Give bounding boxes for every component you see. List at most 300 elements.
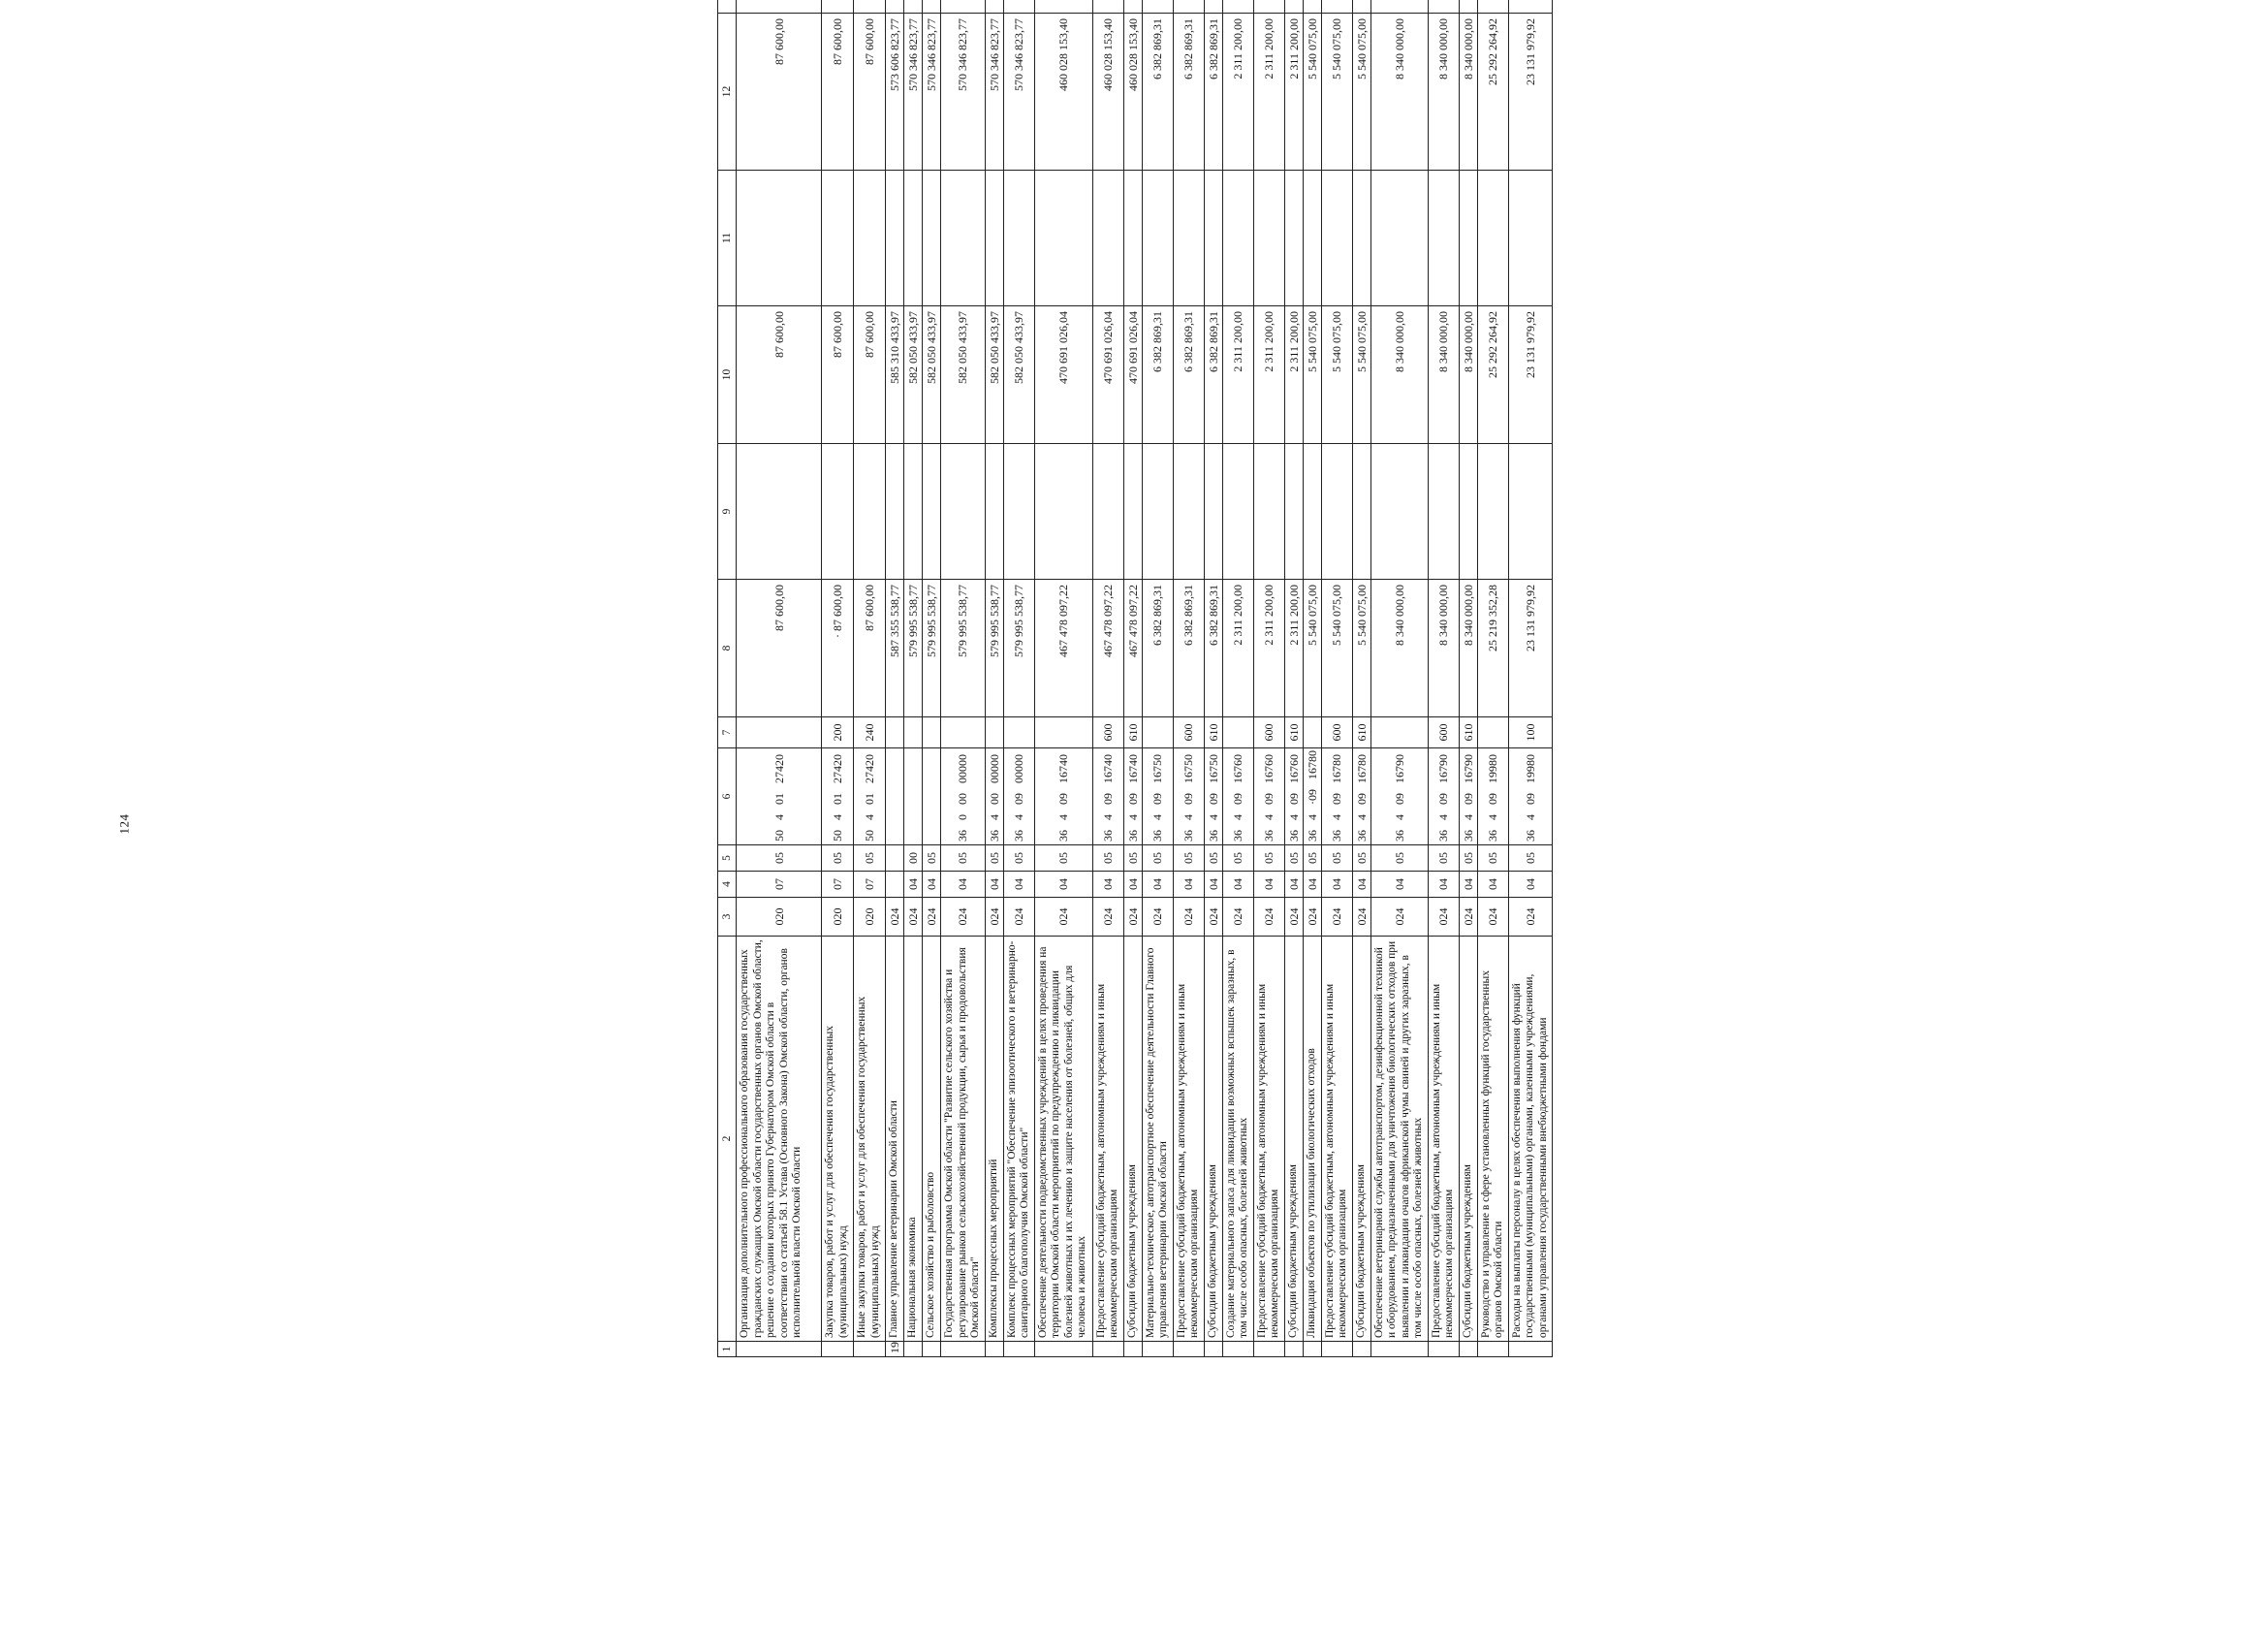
cell-col-3: 024 xyxy=(1477,898,1508,937)
column-number-13 xyxy=(718,0,737,14)
cell-col-3: 024 xyxy=(1222,898,1253,937)
cell-col-3: 024 xyxy=(1173,898,1204,937)
cell-col-8: 579 995 538,77 xyxy=(985,580,1003,717)
cell-col-10: 582 050 433,97 xyxy=(1003,306,1034,444)
cell-col-7: 600 xyxy=(1428,717,1459,748)
cell-col-13 xyxy=(854,0,886,14)
cell-col-11 xyxy=(1303,171,1321,306)
cell-col-1 xyxy=(1477,1342,1508,1357)
cell-col-12: 460 028 153,40 xyxy=(1123,14,1142,171)
cell-col-10: 5 540 075,00 xyxy=(1303,306,1321,444)
cell-col-10: 582 050 433,97 xyxy=(904,306,923,444)
cell-col-2: Субсидии бюджетным учреждениям xyxy=(1352,937,1370,1342)
cell-col-10: 5 540 075,00 xyxy=(1321,306,1352,444)
cell-col-9 xyxy=(1303,444,1321,580)
cell-col-8: 8 340 000,00 xyxy=(1428,580,1459,717)
cell-col-4: 04 xyxy=(1142,872,1173,898)
cell-col-6: 50 4 01 27420 xyxy=(822,748,854,845)
cell-col-3: 024 xyxy=(1321,898,1352,937)
cell-col-7: 610 xyxy=(1459,717,1477,748)
cell-col-8: 8 340 000,00 xyxy=(1370,580,1428,717)
budget-table xyxy=(717,0,1553,1357)
cell-col-2: Субсидии бюджетным учреждениям xyxy=(1123,937,1142,1342)
table-row xyxy=(985,0,1003,1357)
cell-col-13 xyxy=(1303,0,1321,14)
cell-col-6: 36 4 09 16780 xyxy=(1321,748,1352,845)
cell-col-12: 573 606 823,77 xyxy=(886,14,904,171)
cell-col-2: Предоставление субсидий бюджетным, автономным учреждениям и иным некоммерческим организациям xyxy=(1092,937,1123,1342)
cell-col-7 xyxy=(904,717,923,748)
cell-col-7: 610 xyxy=(1352,717,1370,748)
cell-col-4: 04 xyxy=(1459,872,1477,898)
cell-col-3: 024 xyxy=(1142,898,1173,937)
cell-col-9 xyxy=(1253,444,1284,580)
cell-col-9 xyxy=(1092,444,1123,580)
cell-col-4: 04 xyxy=(1284,872,1303,898)
cell-col-10: 87 600,00 xyxy=(737,306,822,444)
cell-col-7 xyxy=(1003,717,1034,748)
cell-col-2: Государственная программа Омской области "Развитие сельского хозяйства и регулирование рынков сельскохозяйственной продукции, сырья и продовольствия Омской области" xyxy=(941,937,986,1342)
cell-col-12: 2 311 200,00 xyxy=(1253,14,1284,171)
cell-col-4: 04 xyxy=(923,872,941,898)
cell-col-12: 8 340 000,00 xyxy=(1459,14,1477,171)
cell-col-7 xyxy=(923,717,941,748)
cell-col-9 xyxy=(822,444,854,580)
cell-col-13 xyxy=(1034,0,1092,14)
cell-col-7 xyxy=(1303,717,1321,748)
cell-col-7: 100 xyxy=(1508,717,1553,748)
cell-col-2: Руководство и управление в сфере установленных функций государственных органов Омской области xyxy=(1477,937,1508,1342)
cell-col-4: 04 xyxy=(985,872,1003,898)
cell-col-3: 024 xyxy=(1092,898,1123,937)
cell-col-12: 570 346 823,77 xyxy=(904,14,923,171)
cell-col-3: 024 xyxy=(941,898,986,937)
cell-col-1 xyxy=(822,1342,854,1357)
cell-col-1 xyxy=(1034,1342,1092,1357)
cell-col-6: 36 4 09 16790 xyxy=(1428,748,1459,845)
cell-col-4: 04 xyxy=(1428,872,1459,898)
column-number-2: 2 xyxy=(718,937,737,1342)
cell-col-9 xyxy=(1222,444,1253,580)
rotated-page xyxy=(717,0,2268,1357)
cell-col-11 xyxy=(941,171,986,306)
cell-col-12: 8 340 000,00 xyxy=(1370,14,1428,171)
cell-col-3: 024 xyxy=(1428,898,1459,937)
cell-col-2: Обеспечение ветеринарной службы автотранспортом, дезинфекционной техникой и оборудованием, предназначенными для уничтожения биологических отходов при выявлении и ликвидации очагов африканской чумы свиней и других заразных, в том числе особо опасных, болезней животных xyxy=(1370,937,1428,1342)
cell-col-2: Главное управление ветеринарии Омской области xyxy=(886,937,904,1342)
cell-col-13 xyxy=(904,0,923,14)
cell-col-11 xyxy=(1003,171,1034,306)
cell-col-12: 2 311 200,00 xyxy=(1284,14,1303,171)
cell-col-12: 5 540 075,00 xyxy=(1321,14,1352,171)
column-number-7: 7 xyxy=(718,717,737,748)
cell-col-2: Национальная экономика xyxy=(904,937,923,1342)
cell-col-7 xyxy=(737,717,822,748)
table-row xyxy=(1303,0,1321,1357)
cell-col-8: 587 355 538,77 xyxy=(886,580,904,717)
cell-col-1 xyxy=(1092,1342,1123,1357)
table-row xyxy=(1428,0,1459,1357)
table-row xyxy=(1459,0,1477,1357)
cell-col-9 xyxy=(904,444,923,580)
cell-col-7 xyxy=(886,717,904,748)
cell-col-12: 6 382 869,31 xyxy=(1142,14,1173,171)
cell-col-3: 020 xyxy=(737,898,822,937)
table-row xyxy=(1222,0,1253,1357)
cell-col-6 xyxy=(904,748,923,845)
cell-col-4: 04 xyxy=(1370,872,1428,898)
cell-col-9 xyxy=(1508,444,1553,580)
table-row xyxy=(1173,0,1204,1357)
cell-col-8: 8 340 000,00 xyxy=(1459,580,1477,717)
cell-col-10: 470 691 026,04 xyxy=(1123,306,1142,444)
cell-col-1 xyxy=(1222,1342,1253,1357)
cell-col-2: Предоставление субсидий бюджетным, автономным учреждениям и иным некоммерческим организациям xyxy=(1428,937,1459,1342)
cell-col-8: · 87 600,00 xyxy=(822,580,854,717)
cell-col-12: 23 131 979,92 xyxy=(1508,14,1553,171)
cell-col-1 xyxy=(1459,1342,1477,1357)
cell-col-9 xyxy=(886,444,904,580)
cell-col-2: Субсидии бюджетным учреждениям xyxy=(1204,937,1222,1342)
cell-col-7: 240 xyxy=(854,717,886,748)
cell-col-13 xyxy=(1092,0,1123,14)
cell-col-1 xyxy=(737,1342,822,1357)
column-number-4: 4 xyxy=(718,872,737,898)
cell-col-5: 05 xyxy=(1352,845,1370,872)
cell-col-4: 04 xyxy=(1123,872,1142,898)
cell-col-2: Закупка товаров, работ и услуг для обеспечения государственных (муниципальных) нужд xyxy=(822,937,854,1342)
cell-col-10: 87 600,00 xyxy=(822,306,854,444)
cell-col-13 xyxy=(886,0,904,14)
cell-col-7: 600 xyxy=(1253,717,1284,748)
cell-col-4: 04 xyxy=(941,872,986,898)
cell-col-13 xyxy=(1222,0,1253,14)
cell-col-9 xyxy=(1477,444,1508,580)
cell-col-10: 87 600,00 xyxy=(854,306,886,444)
column-number-8: 8 xyxy=(718,580,737,717)
cell-col-10: 2 311 200,00 xyxy=(1222,306,1253,444)
column-number-9: 9 xyxy=(718,444,737,580)
cell-col-8: 579 995 538,77 xyxy=(941,580,986,717)
cell-col-2: Предоставление субсидий бюджетным, автономным учреждениям и иным некоммерческим организациям xyxy=(1253,937,1284,1342)
cell-col-7 xyxy=(1370,717,1428,748)
cell-col-12: 8 340 000,00 xyxy=(1428,14,1459,171)
cell-col-8: 23 131 979,92 xyxy=(1508,580,1553,717)
cell-col-10: 2 311 200,00 xyxy=(1253,306,1284,444)
cell-col-5: 05 xyxy=(1222,845,1253,872)
cell-col-7: 600 xyxy=(1173,717,1204,748)
cell-col-11 xyxy=(886,171,904,306)
column-number-12: 12 xyxy=(718,14,737,171)
cell-col-6: 36 4 09 16750 xyxy=(1204,748,1222,845)
cell-col-6: 36 4 09 16780 xyxy=(1352,748,1370,845)
cell-col-1 xyxy=(854,1342,886,1357)
cell-col-12: 6 382 869,31 xyxy=(1204,14,1222,171)
cell-col-6: 36 4 09 19980 xyxy=(1508,748,1553,845)
cell-col-9 xyxy=(1034,444,1092,580)
column-number-10: 10 xyxy=(718,306,737,444)
cell-col-12: 87 600,00 xyxy=(737,14,822,171)
cell-col-11 xyxy=(822,171,854,306)
cell-col-6: 36 4 09 16740 xyxy=(1123,748,1142,845)
cell-col-11 xyxy=(1284,171,1303,306)
cell-col-2: Предоставление субсидий бюджетным, автономным учреждениям и иным некоммерческим организациям xyxy=(1321,937,1352,1342)
cell-col-3: 024 xyxy=(1253,898,1284,937)
cell-col-8: 579 995 538,77 xyxy=(1003,580,1034,717)
cell-col-11 xyxy=(1321,171,1352,306)
column-number-5: 5 xyxy=(718,845,737,872)
cell-col-11 xyxy=(904,171,923,306)
cell-col-13 xyxy=(923,0,941,14)
cell-col-5: 05 xyxy=(1370,845,1428,872)
cell-col-3: 020 xyxy=(822,898,854,937)
table-row xyxy=(737,0,822,1357)
cell-col-12: 460 028 153,40 xyxy=(1092,14,1123,171)
cell-col-9 xyxy=(985,444,1003,580)
column-number-row xyxy=(718,0,737,1357)
cell-col-9 xyxy=(1003,444,1034,580)
cell-col-10: 582 050 433,97 xyxy=(941,306,986,444)
cell-col-12: 570 346 823,77 xyxy=(941,14,986,171)
cell-col-13 xyxy=(1508,0,1553,14)
cell-col-5: 00 xyxy=(904,845,923,872)
cell-col-3: 024 xyxy=(904,898,923,937)
cell-col-10: 582 050 433,97 xyxy=(985,306,1003,444)
cell-col-10: 585 310 433,97 xyxy=(886,306,904,444)
column-number-1: 1 xyxy=(718,1342,737,1357)
cell-col-6: 50 4 01 27420 xyxy=(737,748,822,845)
table-row xyxy=(1508,0,1553,1357)
cell-col-7 xyxy=(1222,717,1253,748)
cell-col-1: 19 xyxy=(886,1342,904,1357)
cell-col-10: 470 691 026,04 xyxy=(1092,306,1123,444)
cell-col-6 xyxy=(923,748,941,845)
table-row xyxy=(1142,0,1173,1357)
cell-col-6: 36 4 09 00000 xyxy=(1003,748,1034,845)
cell-col-6: 36 4 00 00000 xyxy=(985,748,1003,845)
cell-col-2: Комплекс процессных мероприятий "Обеспечение эпизоотического и ветеринарно-санитарного благополучия Омской области" xyxy=(1003,937,1034,1342)
cell-col-10: 582 050 433,97 xyxy=(923,306,941,444)
cell-col-8: 2 311 200,00 xyxy=(1284,580,1303,717)
cell-col-8: 87 600,00 xyxy=(737,580,822,717)
cell-col-11 xyxy=(854,171,886,306)
cell-col-8: 579 995 538,77 xyxy=(923,580,941,717)
cell-col-4: 04 xyxy=(1222,872,1253,898)
cell-col-5: 05 xyxy=(1459,845,1477,872)
cell-col-12: 5 540 075,00 xyxy=(1352,14,1370,171)
cell-col-4: 07 xyxy=(854,872,886,898)
cell-col-5: 05 xyxy=(854,845,886,872)
cell-col-1 xyxy=(1428,1342,1459,1357)
cell-col-11 xyxy=(1370,171,1428,306)
cell-col-3: 024 xyxy=(923,898,941,937)
cell-col-3: 024 xyxy=(1123,898,1142,937)
cell-col-13 xyxy=(1003,0,1034,14)
cell-col-1 xyxy=(1173,1342,1204,1357)
cell-col-9 xyxy=(1428,444,1459,580)
cell-col-4: 04 xyxy=(1204,872,1222,898)
cell-col-6: 36 4 ·09 16780 xyxy=(1303,748,1321,845)
cell-col-1 xyxy=(1352,1342,1370,1357)
cell-col-1 xyxy=(1284,1342,1303,1357)
cell-col-10: 8 340 000,00 xyxy=(1428,306,1459,444)
cell-col-2: Материально-техническое, автотранспортное обеспечение деятельности Главного управления ветеринарии Омской области xyxy=(1142,937,1173,1342)
cell-col-9 xyxy=(1459,444,1477,580)
cell-col-1 xyxy=(1321,1342,1352,1357)
cell-col-5: 05 xyxy=(1204,845,1222,872)
cell-col-3: 024 xyxy=(1303,898,1321,937)
cell-col-11 xyxy=(1142,171,1173,306)
cell-col-1 xyxy=(1003,1342,1034,1357)
cell-col-2: Иные закупки товаров, работ и услуг для обеспечения государственных (муниципальных) нужд xyxy=(854,937,886,1342)
cell-col-5: 05 xyxy=(1034,845,1092,872)
cell-col-2: Субсидии бюджетным учреждениям xyxy=(1284,937,1303,1342)
cell-col-10: 2 311 200,00 xyxy=(1284,306,1303,444)
table-row xyxy=(1370,0,1428,1357)
cell-col-13 xyxy=(1321,0,1352,14)
cell-col-8: 87 600,00 xyxy=(854,580,886,717)
column-number-11: 11 xyxy=(718,171,737,306)
cell-col-3: 020 xyxy=(854,898,886,937)
cell-col-6: 36 4 09 16760 xyxy=(1284,748,1303,845)
cell-col-4: 04 xyxy=(904,872,923,898)
table-row xyxy=(1204,0,1222,1357)
cell-col-9 xyxy=(1173,444,1204,580)
cell-col-1 xyxy=(1123,1342,1142,1357)
cell-col-11 xyxy=(1352,171,1370,306)
cell-col-7: 610 xyxy=(1284,717,1303,748)
cell-col-6: 36 4 09 19980 xyxy=(1477,748,1508,845)
cell-col-8: 467 478 097,22 xyxy=(1092,580,1123,717)
cell-col-13 xyxy=(822,0,854,14)
table-row xyxy=(1321,0,1352,1357)
cell-col-11 xyxy=(737,171,822,306)
cell-col-5: 05 xyxy=(923,845,941,872)
cell-col-4: 04 xyxy=(1477,872,1508,898)
cell-col-3: 024 xyxy=(1508,898,1553,937)
cell-col-6 xyxy=(886,748,904,845)
table-row xyxy=(886,0,904,1357)
cell-col-1 xyxy=(1204,1342,1222,1357)
cell-col-5: 05 xyxy=(1092,845,1123,872)
column-number-3: 3 xyxy=(718,898,737,937)
cell-col-8: 5 540 075,00 xyxy=(1321,580,1352,717)
cell-col-6: 36 4 09 16740 xyxy=(1034,748,1092,845)
cell-col-13 xyxy=(737,0,822,14)
cell-col-6: 50 4 01 27420 xyxy=(854,748,886,845)
cell-col-12: 6 382 869,31 xyxy=(1173,14,1204,171)
table-row xyxy=(1034,0,1092,1357)
table-row xyxy=(1003,0,1034,1357)
cell-col-6: 36 0 00 00000 xyxy=(941,748,986,845)
cell-col-4: 04 xyxy=(1352,872,1370,898)
cell-col-10: 5 540 075,00 xyxy=(1352,306,1370,444)
cell-col-10: 6 382 869,31 xyxy=(1142,306,1173,444)
cell-col-13 xyxy=(1428,0,1459,14)
cell-col-5: 05 xyxy=(985,845,1003,872)
cell-col-13 xyxy=(941,0,986,14)
cell-col-13 xyxy=(1370,0,1428,14)
cell-col-9 xyxy=(1284,444,1303,580)
cell-col-5: 05 xyxy=(1123,845,1142,872)
cell-col-10: 6 382 869,31 xyxy=(1204,306,1222,444)
cell-col-9 xyxy=(1352,444,1370,580)
cell-col-11 xyxy=(1508,171,1553,306)
cell-col-9 xyxy=(1142,444,1173,580)
cell-col-9 xyxy=(1321,444,1352,580)
cell-col-3: 024 xyxy=(886,898,904,937)
cell-col-5 xyxy=(886,845,904,872)
cell-col-4: 04 xyxy=(1253,872,1284,898)
cell-col-2: Создание материального запаса для ликвидации возможных вспышек заразных, в том числе особо опасных, болезней животных xyxy=(1222,937,1253,1342)
cell-col-1 xyxy=(1370,1342,1428,1357)
cell-col-6: 36 4 09 16750 xyxy=(1142,748,1173,845)
cell-col-3: 024 xyxy=(1034,898,1092,937)
table-row xyxy=(923,0,941,1357)
cell-col-3: 024 xyxy=(1284,898,1303,937)
cell-col-2: Комплексы процессных мероприятий xyxy=(985,937,1003,1342)
cell-col-11 xyxy=(1204,171,1222,306)
cell-col-6: 36 4 09 16790 xyxy=(1370,748,1428,845)
cell-col-6: 36 4 09 16760 xyxy=(1222,748,1253,845)
table-row xyxy=(1477,0,1508,1357)
cell-col-5: 05 xyxy=(1477,845,1508,872)
cell-col-12: 25 292 264,92 xyxy=(1477,14,1508,171)
table-row xyxy=(1352,0,1370,1357)
cell-col-4: 04 xyxy=(1003,872,1034,898)
table-row xyxy=(1253,0,1284,1357)
cell-col-1 xyxy=(985,1342,1003,1357)
cell-col-11 xyxy=(1173,171,1204,306)
cell-col-11 xyxy=(923,171,941,306)
cell-col-5: 05 xyxy=(1508,845,1553,872)
cell-col-13 xyxy=(1142,0,1173,14)
cell-col-6: 36 4 09 16750 xyxy=(1173,748,1204,845)
cell-col-8: 6 382 869,31 xyxy=(1173,580,1204,717)
cell-col-2: Обеспечение деятельности подведомственных учреждений в целях проведения на территории Омской области мероприятий по предупреждению и ликвидации болезней животных и их лечению и защите населения от болезней, общих для человека и животных xyxy=(1034,937,1092,1342)
cell-col-3: 024 xyxy=(1352,898,1370,937)
cell-col-12: 2 311 200,00 xyxy=(1222,14,1253,171)
cell-col-13 xyxy=(1204,0,1222,14)
cell-col-6: 36 4 09 16790 xyxy=(1459,748,1477,845)
cell-col-7 xyxy=(941,717,986,748)
cell-col-9 xyxy=(1204,444,1222,580)
cell-col-5: 05 xyxy=(1142,845,1173,872)
cell-col-7 xyxy=(1477,717,1508,748)
cell-col-6: 36 4 09 16760 xyxy=(1253,748,1284,845)
cell-col-13 xyxy=(1123,0,1142,14)
cell-col-5: 05 xyxy=(1321,845,1352,872)
cell-col-4: 07 xyxy=(737,872,822,898)
cell-col-5: 05 xyxy=(1303,845,1321,872)
cell-col-3: 024 xyxy=(1204,898,1222,937)
cell-col-11 xyxy=(1428,171,1459,306)
cell-col-2: Расходы на выплаты персоналу в целях обеспечения выполнения функций государственными (муниципальными) органами, казенными учреждениями, органами управления государственными внебюджетными фондами xyxy=(1508,937,1553,1342)
cell-col-13 xyxy=(1477,0,1508,14)
cell-col-13 xyxy=(1352,0,1370,14)
table-row xyxy=(941,0,986,1357)
cell-col-9 xyxy=(923,444,941,580)
cell-col-11 xyxy=(1459,171,1477,306)
cell-col-5: 05 xyxy=(1428,845,1459,872)
cell-col-8: 579 995 538,77 xyxy=(904,580,923,717)
table-row xyxy=(854,0,886,1357)
cell-col-12: 87 600,00 xyxy=(854,14,886,171)
table-row xyxy=(1092,0,1123,1357)
cell-col-8: 5 540 075,00 xyxy=(1352,580,1370,717)
cell-col-4: 04 xyxy=(1092,872,1123,898)
cell-col-11 xyxy=(1253,171,1284,306)
